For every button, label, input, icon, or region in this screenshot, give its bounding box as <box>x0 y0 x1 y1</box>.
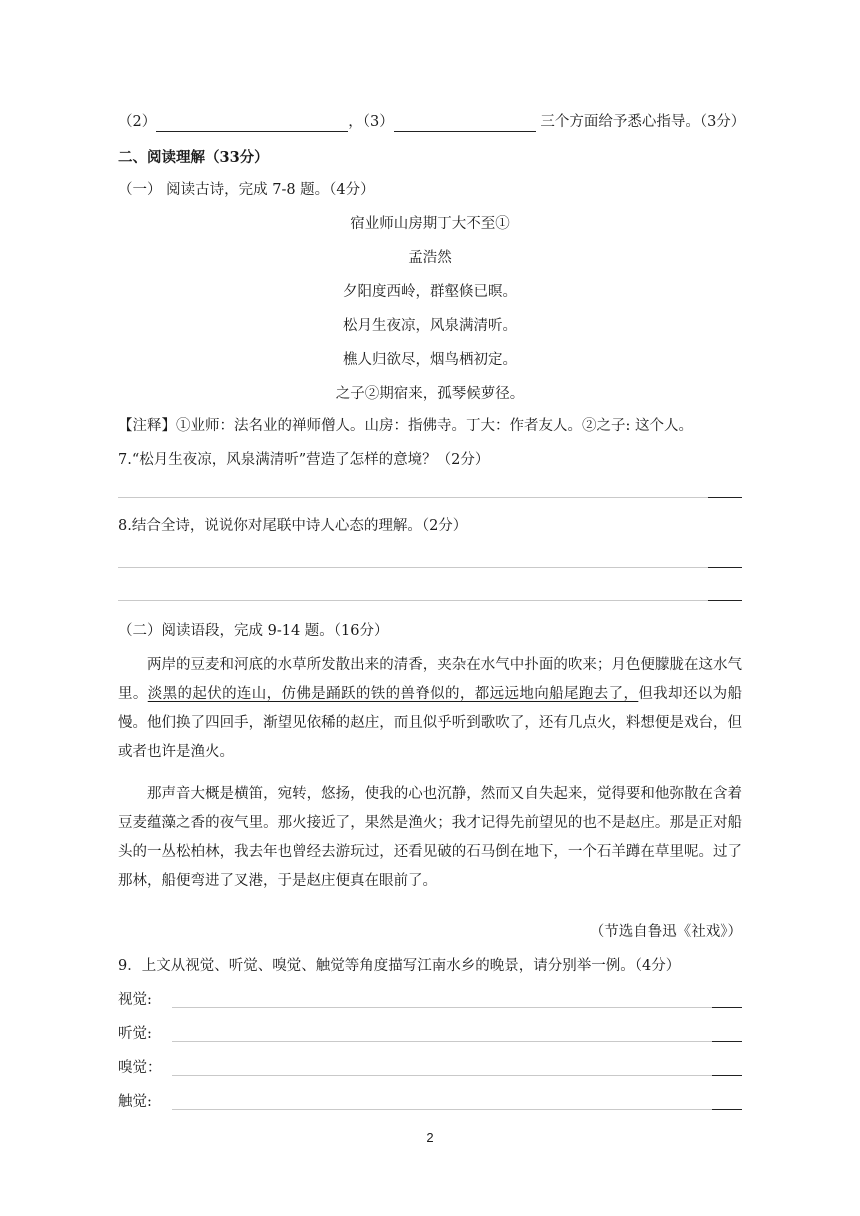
passage-paragraph-1 <box>118 651 742 767</box>
passage-source: （节选自鲁迅《社戏》） <box>589 924 742 940</box>
page-number: 2 <box>426 1130 434 1145</box>
sense-answer-sight[interactable] <box>172 1007 742 1008</box>
question-7: 7.“松月生夜凉，风泉满清听”营造了怎样的意境？（2分） <box>118 452 490 468</box>
sense-label-touch: 触觉: <box>118 1094 152 1110</box>
sense-answer-touch[interactable] <box>172 1109 742 1110</box>
poem-note: 【注释】①业师：法名业的禅师僧人。山房：指佛寺。丁大：作者友人。②之子: 这个人。 <box>118 418 693 434</box>
sense-row-hearing <box>118 1024 742 1044</box>
q6-tail-line <box>118 112 746 132</box>
sense-label-smell: 嗅觉： <box>118 1060 162 1076</box>
poem-line-2: 松月生夜凉，风泉满清听。 <box>343 318 517 334</box>
question-8: 8.结合全诗，说说你对尾联中诗人心态的理解。（2分） <box>118 518 468 534</box>
part2-instruction: （二）阅读语段，完成 9-14 题。（16分） <box>118 623 389 639</box>
passage-paragraph-2: 那声音大概是横笛，宛转，悠扬，使我的心也沉静，然而又自失起来，觉得要和他弥散在含着豆麦蕴藻之香的夜气里。那火接近了，果然是渔火；我才记得先前望见的也不是赵庄。那是正对船头的一丛松柏林，我去年也曾经去游玩过，还看见破的石马倒在地下，一个石羊蹲在草里呢。过了那林，船便弯进了叉港，于是赵庄便真在眼前了。 <box>118 786 742 889</box>
sense-answer-hearing[interactable] <box>172 1041 742 1042</box>
passage-p1-start: 两岸的豆麦和河底的水草所发散出来的清香，夹杂在水气中扑面的吹来；月色便朦胧在这水气里。 <box>118 657 742 702</box>
poem-line-3: 樵人归欲尽，烟鸟栖初定。 <box>343 352 517 368</box>
passage-p1-underlined: 淡黑的起伏的连山，仿佛是踊跃的铁的兽脊似的，都远远地向船尾跑去了， <box>147 686 639 702</box>
passage-p1-end: 但我却还以为船慢。他们换了四回手，渐望见依稀的赵庄，而且似乎听到歌吹了，还有几点火，料想便是戏台，但或者也许是渔火。 <box>118 686 743 760</box>
q7-answer-line[interactable] <box>118 497 742 498</box>
poem-title: 宿业师山房期丁大不至① <box>350 216 510 232</box>
sense-row-sight <box>118 990 742 1010</box>
section2-title: 二、阅读理解（33分） <box>118 149 269 166</box>
poem-line-1: 夕阳度西岭，群壑倏已暝。 <box>343 284 517 300</box>
q8-answer-line-2[interactable] <box>118 600 742 601</box>
sense-answer-smell[interactable] <box>172 1075 742 1076</box>
sense-label-sight: 视觉: <box>118 992 152 1008</box>
q6-part3-label: ，（3） <box>348 114 394 130</box>
sense-row-touch <box>118 1092 742 1112</box>
q6-ending: 三个方面给予悉心指导。（3分） <box>535 114 746 130</box>
sense-label-hearing: 听觉: <box>118 1026 152 1042</box>
poem-author: 孟浩然 <box>408 250 452 266</box>
poem-line-4: 之子②期宿来，孤琴候萝径。 <box>335 386 525 402</box>
q6-part2-label: （2） <box>118 114 157 130</box>
q6-blank-3[interactable] <box>394 113 536 132</box>
sense-row-smell <box>118 1058 742 1078</box>
q6-blank-2[interactable] <box>156 113 348 132</box>
question-9: 9．上文从视觉、听觉、嗅觉、触觉等角度描写江南水乡的晚景，请分别举一例。（4分） <box>118 958 681 974</box>
part1-instruction: （一） 阅读古诗，完成 7-8 题。（4分） <box>118 182 375 198</box>
q8-answer-line-1[interactable] <box>118 567 742 568</box>
